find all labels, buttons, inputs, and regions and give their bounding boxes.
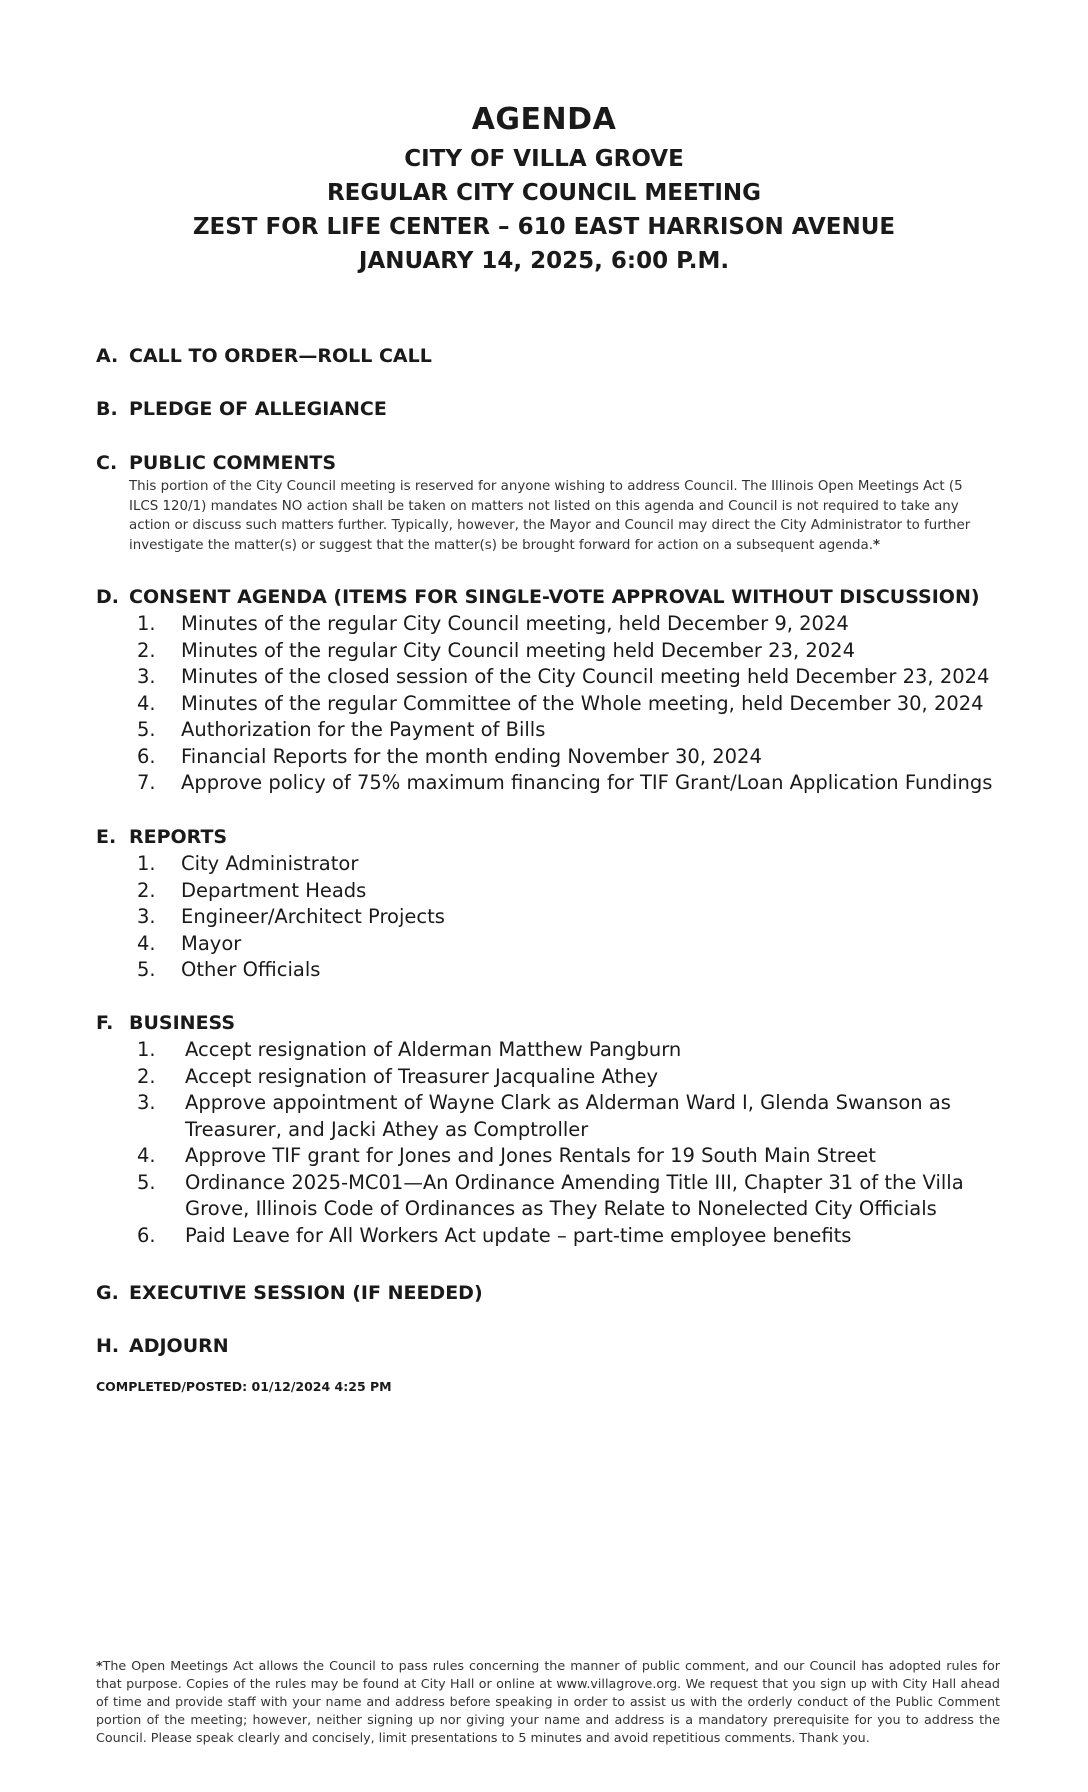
- section-heading: [96, 450, 996, 477]
- section-title: EXECUTIVE SESSION (IF NEEDED): [129, 1282, 483, 1304]
- section-letter: D.: [96, 586, 119, 608]
- agenda-title: AGENDA: [471, 102, 617, 137]
- item-number: 5.: [137, 1170, 156, 1194]
- item-text: Approve appointment of Wayne Clark as Alderman Ward I, Glenda Swanson as Treasurer, and Jacki Athey as Comptroller: [185, 1091, 951, 1141]
- list-item: [96, 611, 996, 638]
- item-number: 4.: [137, 1144, 156, 1167]
- section-letter: H.: [96, 1335, 120, 1357]
- meeting-datetime: JANUARY 14, 2025, 6:00 P.M.: [358, 248, 730, 274]
- section-heading: [96, 1280, 996, 1307]
- item-number: 7.: [137, 771, 156, 794]
- section-title: ADJOURN: [129, 1335, 229, 1357]
- item-number: 4.: [137, 691, 156, 715]
- posted-timestamp: COMPLETED/POSTED: 01/12/2024 4:25 PM: [96, 1379, 392, 1394]
- item-text: Financial Reports for the month ending November 30, 2024: [181, 744, 762, 768]
- item-number: 4.: [137, 931, 156, 955]
- footnote-text: The Open Meetings Act allows the Council to pass rules concerning the manner of public comment, and our Council has adopted rules for that purpose. Copies of the rules may be found at City Hall or online at www.villagrove.org. We request that you sign up with City Hall ahead of time and provide staff with your name and address before speaking in order to assist us with the orderly conduct of the Public Comment portion of the meeting; however, neither signing up nor giving your name and address is a mandatory prerequisite for you to address the Council. Please speak clearly and concisely, limit presentations to 5 minutes and avoid repetitious comments. Thank you.: [96, 1658, 1000, 1745]
- section-call-to-order: [96, 343, 996, 370]
- list-item: [96, 638, 996, 665]
- section-title: CONSENT AGENDA (ITEMS FOR SINGLE-VOTE APPROVAL WITHOUT DISCUSSION): [129, 586, 980, 608]
- agenda-header: [0, 98, 1088, 278]
- item-text: Minutes of the regular City Council meeting held December 23, 2024: [181, 638, 855, 662]
- list-item: [96, 770, 996, 797]
- list-item: [96, 1037, 996, 1064]
- section-letter: A.: [96, 345, 119, 367]
- item-number: 1.: [137, 612, 156, 635]
- item-number: 1.: [137, 852, 156, 875]
- section-title: PLEDGE OF ALLEGIANCE: [129, 398, 387, 420]
- item-text: Approve TIF grant for Jones and Jones Rentals for 19 South Main Street: [185, 1144, 876, 1167]
- business-items: [96, 1037, 996, 1249]
- section-heading: [96, 1333, 996, 1360]
- section-business: [96, 1010, 996, 1249]
- footnote-marker: *: [872, 537, 880, 553]
- item-text: City Administrator: [181, 852, 359, 875]
- section-reports: [96, 824, 996, 984]
- item-text: Paid Leave for All Workers Act update – part-time employee benefits: [185, 1223, 852, 1247]
- item-number: 2.: [137, 878, 156, 902]
- city-name: CITY OF VILLA GROVE: [404, 146, 684, 172]
- list-item: [96, 1170, 996, 1223]
- footnote-marker: *: [96, 1658, 103, 1673]
- item-number: 2.: [137, 1064, 156, 1088]
- footnote: [96, 1657, 1000, 1747]
- section-heading: [96, 824, 996, 851]
- item-text: Department Heads: [181, 878, 367, 902]
- item-text: Minutes of the regular Committee of the Whole meeting, held December 30, 2024: [181, 691, 984, 715]
- item-text: Accept resignation of Treasurer Jacqualine Athey: [185, 1064, 658, 1088]
- meeting-type: REGULAR CITY COUNCIL MEETING: [326, 180, 762, 206]
- section-executive-session: [96, 1280, 996, 1307]
- section-title: CALL TO ORDER—ROLL CALL: [129, 345, 432, 367]
- section-consent-agenda: [96, 584, 996, 797]
- item-number: 2.: [137, 638, 156, 662]
- item-number: 6.: [137, 744, 156, 768]
- public-comments-description: [129, 477, 989, 555]
- item-text: Minutes of the regular City Council meeting, held December 9, 2024: [181, 612, 849, 635]
- section-heading: [96, 343, 996, 370]
- meeting-location: ZEST FOR LIFE CENTER – 610 EAST HARRISON AVENUE: [192, 214, 896, 240]
- item-number: 1.: [137, 1038, 156, 1061]
- report-items: [96, 851, 996, 984]
- item-text: Authorization for the Payment of Bills: [181, 718, 546, 741]
- list-item: [96, 664, 996, 691]
- list-item: [96, 878, 996, 905]
- item-text: Approve policy of 75% maximum financing for TIF Grant/Loan Application Fundings: [181, 771, 993, 794]
- item-number: 3.: [137, 665, 156, 688]
- section-heading: [96, 396, 996, 423]
- section-title: BUSINESS: [129, 1012, 236, 1034]
- section-letter: F.: [96, 1012, 114, 1034]
- item-number: 3.: [137, 1091, 156, 1114]
- item-text: Other Officials: [181, 958, 321, 981]
- section-adjourn: [96, 1333, 996, 1360]
- description-text: This portion of the City Council meeting is reserved for anyone wishing to address Council. The Illinois Open Meetings Act (5 ILCS 120/1) mandates NO action shall be taken on matters not listed on this agenda and Council is not required to take any action or discuss such matters further. Typically, however, the Mayor and Council may direct the City Administrator to further investigate the matter(s) or suggest that the matter(s) be brought forward for action on a subsequent agenda.: [129, 479, 971, 553]
- item-number: 6.: [137, 1223, 156, 1247]
- item-text: Engineer/Architect Projects: [181, 905, 445, 928]
- list-item: [96, 957, 996, 984]
- item-text: Accept resignation of Alderman Matthew Pangburn: [185, 1038, 682, 1061]
- section-letter: E.: [96, 826, 117, 848]
- section-public-comments: [96, 450, 996, 555]
- list-item: [96, 1064, 996, 1091]
- list-item: [96, 691, 996, 718]
- item-text: Mayor: [181, 931, 242, 955]
- section-letter: B.: [96, 398, 118, 420]
- list-item: [96, 717, 996, 744]
- item-number: 5.: [137, 958, 156, 981]
- item-text: Ordinance 2025-MC01—An Ordinance Amending Title III, Chapter 31 of the Villa Grove, Illinois Code of Ordinances as They Relate to Nonelected City Officials: [185, 1170, 964, 1220]
- section-heading: [96, 1010, 996, 1037]
- section-letter: G.: [96, 1282, 119, 1304]
- section-letter: C.: [96, 452, 118, 474]
- section-title: PUBLIC COMMENTS: [129, 452, 337, 474]
- list-item: [96, 1223, 996, 1250]
- item-number: 3.: [137, 905, 156, 928]
- consent-items: [96, 611, 996, 797]
- list-item: [96, 744, 996, 771]
- section-pledge: [96, 396, 996, 423]
- list-item: [96, 1143, 996, 1170]
- section-heading: [96, 584, 996, 611]
- item-number: 5.: [137, 718, 156, 741]
- item-text: Minutes of the closed session of the City Council meeting held December 23, 2024: [181, 665, 990, 688]
- section-title: REPORTS: [129, 826, 228, 848]
- list-item: [96, 904, 996, 931]
- list-item: [96, 931, 996, 958]
- list-item: [96, 1090, 996, 1143]
- list-item: [96, 851, 996, 878]
